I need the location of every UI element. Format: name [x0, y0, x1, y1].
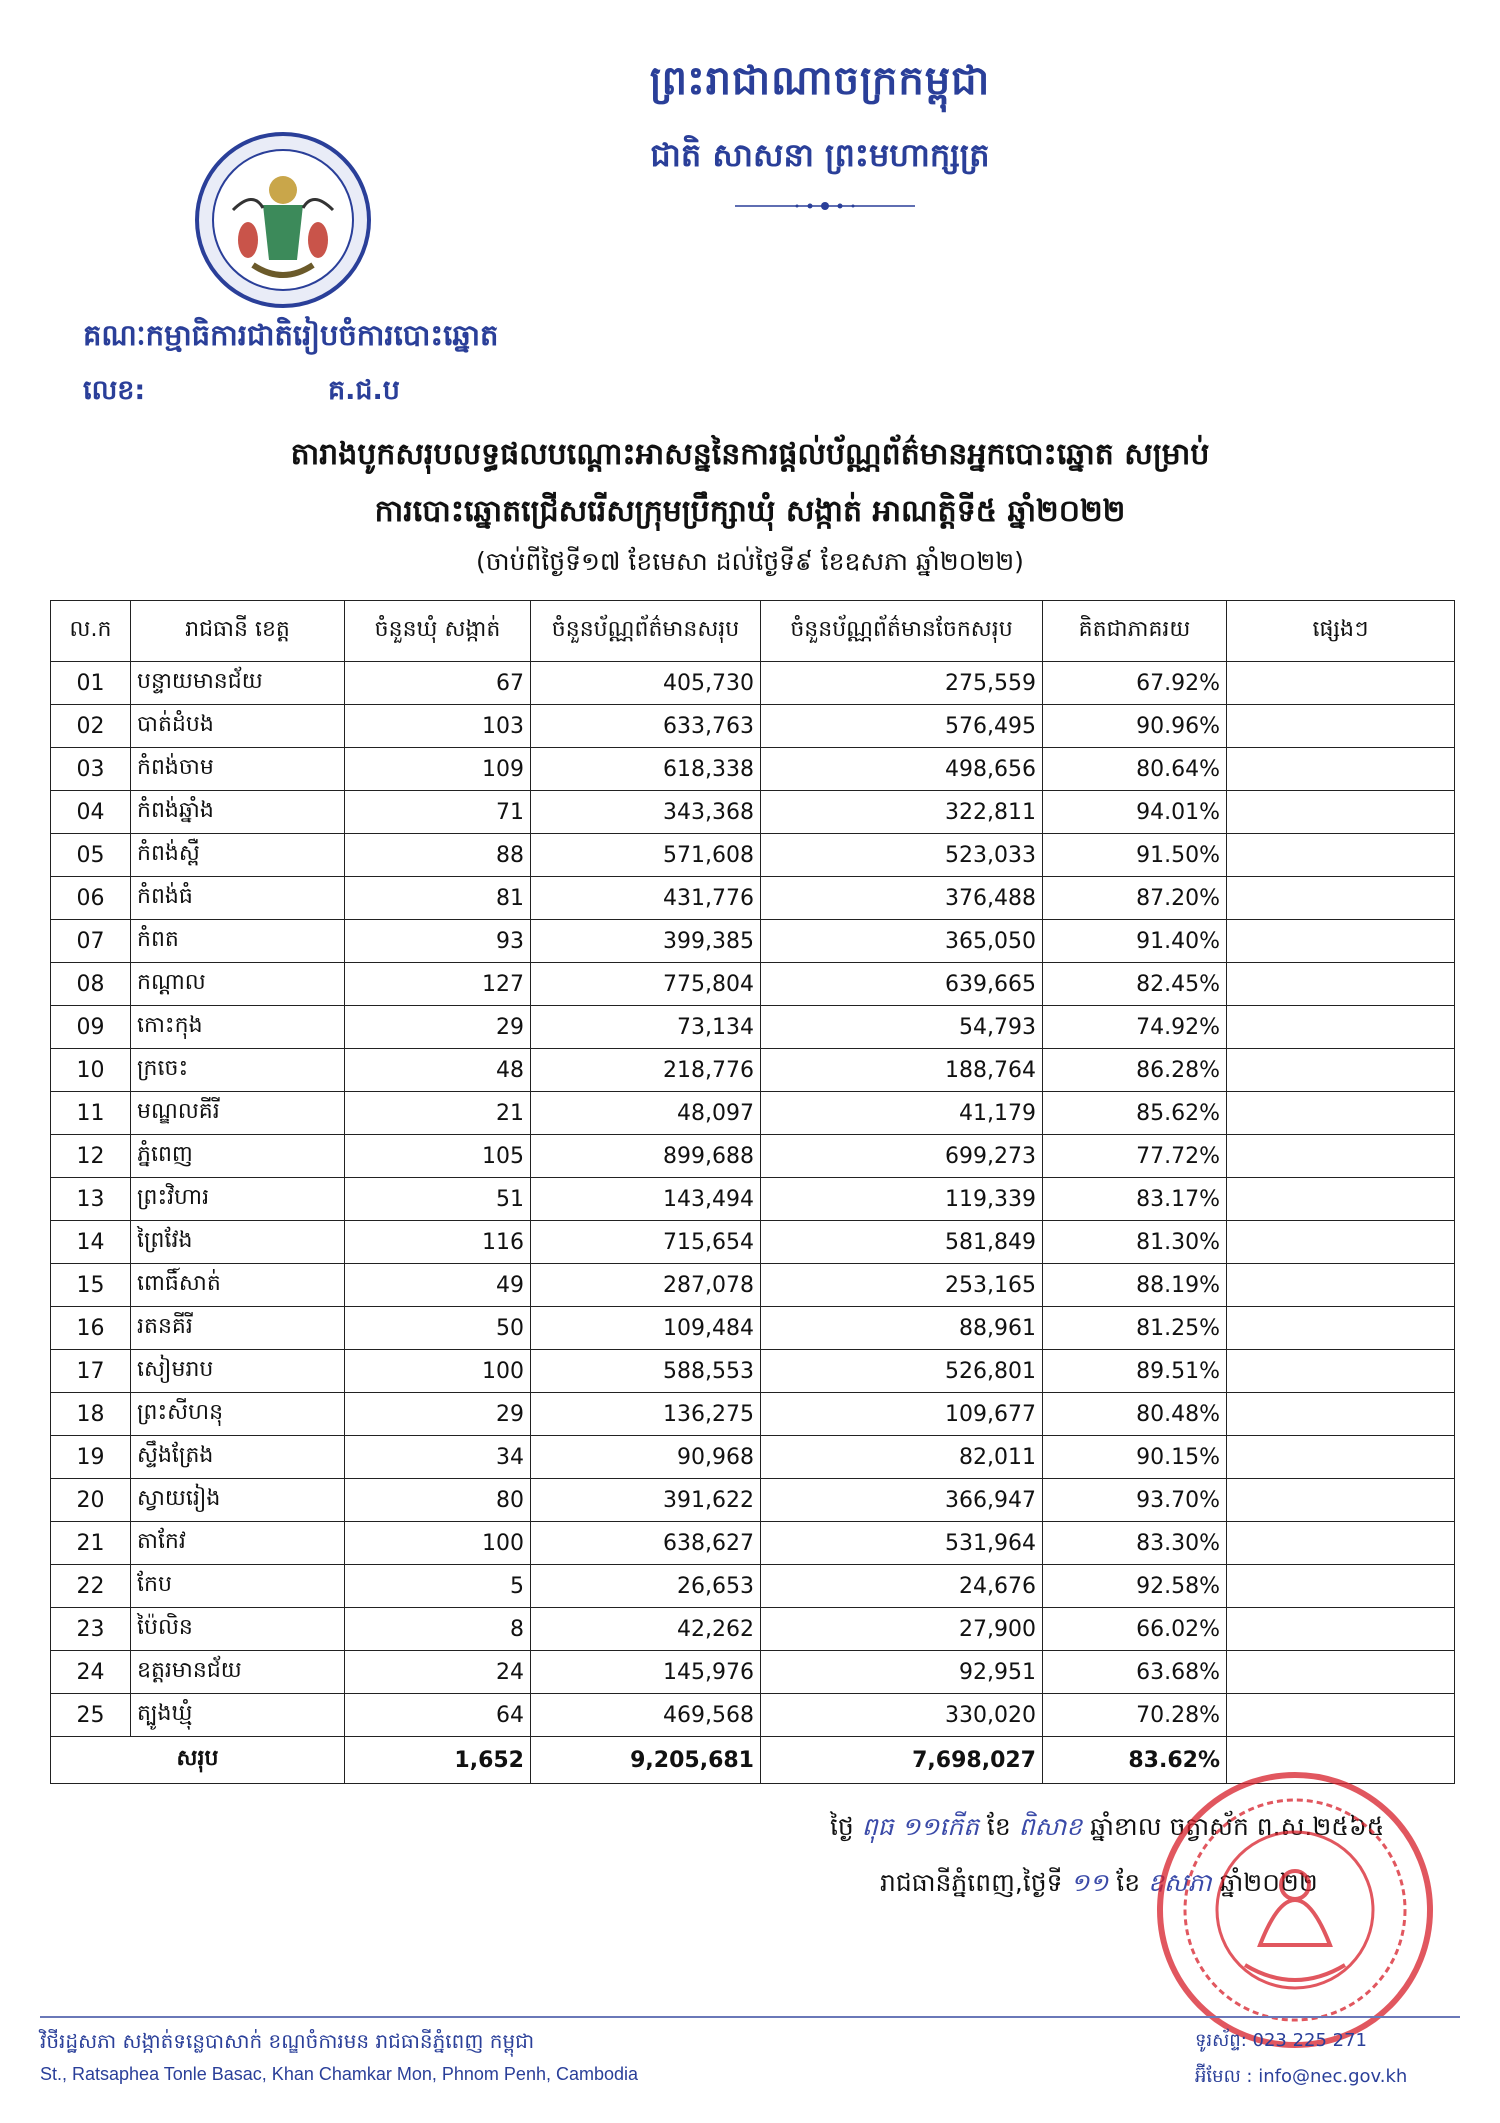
cell-communes: 103	[345, 705, 531, 748]
cell-total-cards: 588,553	[531, 1350, 761, 1393]
cell-no: 10	[51, 1049, 131, 1092]
report-period: (ចាប់ពីថ្ងៃទី១៧ ខែមេសា ដល់ថ្ងៃទី៩ ខែឧសភា ឆ្នាំ២០២២)	[476, 547, 1024, 576]
cell-distributed-cards: 576,495	[761, 705, 1043, 748]
cell-other	[1227, 834, 1455, 877]
cell-province: រតនគីរី	[131, 1307, 345, 1350]
solar-month: ឧសភា	[1148, 1868, 1212, 1897]
cell-percent: 91.40%	[1043, 920, 1227, 963]
table-row	[51, 1264, 1455, 1307]
cell-total-cards: 618,338	[531, 748, 761, 791]
col-header-no: ល.ក	[51, 601, 131, 662]
cell-communes: 29	[345, 1393, 531, 1436]
cell-communes: 49	[345, 1264, 531, 1307]
cell-total-cards: 431,776	[531, 877, 761, 920]
cell-other	[1227, 1436, 1455, 1479]
table-row	[51, 1479, 1455, 1522]
cell-percent: 63.68%	[1043, 1651, 1227, 1694]
cell-distributed-cards: 330,020	[761, 1694, 1043, 1737]
cell-total-cards: 899,688	[531, 1135, 761, 1178]
cell-other	[1227, 877, 1455, 920]
table-row	[51, 877, 1455, 920]
cell-distributed-cards: 92,951	[761, 1651, 1043, 1694]
table-row	[51, 1350, 1455, 1393]
lunar-month-label: ខែ	[986, 1812, 1011, 1841]
table-row	[51, 791, 1455, 834]
cell-no: 14	[51, 1221, 131, 1264]
cell-no: 22	[51, 1565, 131, 1608]
cell-percent: 81.25%	[1043, 1307, 1227, 1350]
table-row	[51, 705, 1455, 748]
cell-province: ឧត្ដរមានជ័យ	[131, 1651, 345, 1694]
cell-total-cards: 405,730	[531, 662, 761, 705]
cell-communes: 71	[345, 791, 531, 834]
cell-province: កណ្ដាល	[131, 963, 345, 1006]
cell-total-cards: 145,976	[531, 1651, 761, 1694]
summary-table-wrapper	[50, 600, 1455, 1784]
cell-no: 19	[51, 1436, 131, 1479]
cell-communes: 105	[345, 1135, 531, 1178]
cell-distributed-cards: 365,050	[761, 920, 1043, 963]
cell-total-cards: 143,494	[531, 1178, 761, 1221]
cell-other	[1227, 1651, 1455, 1694]
cell-total-cards: 42,262	[531, 1608, 761, 1651]
col-header-distributed-cards: ចំនួនប័ណ្ណព័ត៌មានចែកសរុប	[761, 601, 1043, 662]
cell-other	[1227, 1006, 1455, 1049]
table-row	[51, 662, 1455, 705]
table-row	[51, 920, 1455, 963]
cell-other	[1227, 1135, 1455, 1178]
cell-total-cards: 571,608	[531, 834, 761, 877]
cell-total-cards: 90,968	[531, 1436, 761, 1479]
cell-province: ភ្នំពេញ	[131, 1135, 345, 1178]
cell-communes: 116	[345, 1221, 531, 1264]
cell-total-cards: 73,134	[531, 1006, 761, 1049]
reference-label: លេខ:	[83, 375, 146, 406]
cell-distributed-cards: 376,488	[761, 877, 1043, 920]
cell-percent: 81.30%	[1043, 1221, 1227, 1264]
cell-distributed-cards: 366,947	[761, 1479, 1043, 1522]
cell-other	[1227, 1264, 1455, 1307]
cell-total-cards: 391,622	[531, 1479, 761, 1522]
summary-table	[50, 600, 1455, 1784]
cell-province: តាកែវ	[131, 1522, 345, 1565]
cell-communes: 67	[345, 662, 531, 705]
cell-province: បាត់ដំបង	[131, 705, 345, 748]
cell-total-cards: 48,097	[531, 1092, 761, 1135]
cell-other	[1227, 1694, 1455, 1737]
cell-communes: 64	[345, 1694, 531, 1737]
reference-value: គ.ជ.ប	[328, 375, 400, 406]
cell-province: បន្ទាយមានជ័យ	[131, 662, 345, 705]
cell-distributed-cards: 253,165	[761, 1264, 1043, 1307]
cell-percent: 93.70%	[1043, 1479, 1227, 1522]
cell-province: ព្រៃវែង	[131, 1221, 345, 1264]
cell-communes: 81	[345, 877, 531, 920]
cell-communes: 50	[345, 1307, 531, 1350]
cell-province: ប៉ៃលិន	[131, 1608, 345, 1651]
col-header-communes: ចំនួនឃុំ សង្កាត់	[345, 601, 531, 662]
table-row	[51, 1694, 1455, 1737]
cell-distributed-cards: 54,793	[761, 1006, 1043, 1049]
table-row	[51, 963, 1455, 1006]
cell-communes: 29	[345, 1006, 531, 1049]
cell-percent: 80.64%	[1043, 748, 1227, 791]
col-header-province: រាជធានី ខេត្ត	[131, 601, 345, 662]
cell-no: 09	[51, 1006, 131, 1049]
solar-year: ឆ្នាំ២០២២	[1219, 1868, 1318, 1897]
cell-other	[1227, 920, 1455, 963]
cell-percent: 94.01%	[1043, 791, 1227, 834]
cell-percent: 88.19%	[1043, 1264, 1227, 1307]
cell-other	[1227, 1221, 1455, 1264]
cell-percent: 74.92%	[1043, 1006, 1227, 1049]
cell-distributed-cards: 188,764	[761, 1049, 1043, 1092]
table-row	[51, 1221, 1455, 1264]
cell-province: ស្ទឹងត្រែង	[131, 1436, 345, 1479]
total-communes: 1,652	[345, 1737, 531, 1784]
cell-communes: 93	[345, 920, 531, 963]
cell-communes: 127	[345, 963, 531, 1006]
cell-no: 12	[51, 1135, 131, 1178]
cell-other	[1227, 1049, 1455, 1092]
cell-total-cards: 109,484	[531, 1307, 761, 1350]
table-row	[51, 1608, 1455, 1651]
cell-communes: 109	[345, 748, 531, 791]
col-header-total-cards: ចំនួនប័ណ្ណព័ត៌មានសរុប	[531, 601, 761, 662]
cell-distributed-cards: 88,961	[761, 1307, 1043, 1350]
cell-distributed-cards: 523,033	[761, 834, 1043, 877]
cell-province: កំពង់ឆ្នាំង	[131, 791, 345, 834]
cell-other	[1227, 662, 1455, 705]
cell-no: 23	[51, 1608, 131, 1651]
cell-distributed-cards: 41,179	[761, 1092, 1043, 1135]
cell-no: 16	[51, 1307, 131, 1350]
organization-name: គណៈកម្មាធិការជាតិរៀបចំការបោះឆ្នោត	[83, 318, 499, 352]
total-cards: 9,205,681	[531, 1737, 761, 1784]
official-seal-icon	[1150, 1765, 1440, 2055]
cell-province: ស្វាយរៀង	[131, 1479, 345, 1522]
lunar-day: ពុធ ១១កើត	[861, 1812, 979, 1841]
cell-other	[1227, 1565, 1455, 1608]
cell-province: កែប	[131, 1565, 345, 1608]
cell-communes: 100	[345, 1350, 531, 1393]
cell-distributed-cards: 322,811	[761, 791, 1043, 834]
divider-ornament-icon	[735, 198, 915, 214]
nec-emblem-icon	[193, 130, 373, 310]
cell-percent: 66.02%	[1043, 1608, 1227, 1651]
col-header-percent: គិតជាភាគរយ	[1043, 601, 1227, 662]
lunar-month: ពិសាខ	[1018, 1812, 1083, 1841]
table-row	[51, 1651, 1455, 1694]
cell-percent: 70.28%	[1043, 1694, 1227, 1737]
table-row	[51, 1049, 1455, 1092]
cell-no: 15	[51, 1264, 131, 1307]
cell-communes: 100	[345, 1522, 531, 1565]
cell-communes: 8	[345, 1608, 531, 1651]
cell-no: 07	[51, 920, 131, 963]
cell-distributed-cards: 275,559	[761, 662, 1043, 705]
cell-province: ពោធិ៍សាត់	[131, 1264, 345, 1307]
cell-province: ព្រះសីហនុ	[131, 1393, 345, 1436]
table-row	[51, 1006, 1455, 1049]
cell-total-cards: 343,368	[531, 791, 761, 834]
table-row	[51, 1135, 1455, 1178]
cell-percent: 85.62%	[1043, 1092, 1227, 1135]
cell-other	[1227, 963, 1455, 1006]
cell-total-cards: 775,804	[531, 963, 761, 1006]
cell-distributed-cards: 24,676	[761, 1565, 1043, 1608]
cell-total-cards: 136,275	[531, 1393, 761, 1436]
document-title-line1: តារាងបូកសរុបលទ្ធផលបណ្ដោះអាសន្ននៃការផ្ដល់ប័ណ្ណព័ត៌មានអ្នកបោះឆ្នោត សម្រាប់	[290, 437, 1210, 472]
table-row	[51, 1393, 1455, 1436]
cell-other	[1227, 748, 1455, 791]
cell-province: ព្រះវិហារ	[131, 1178, 345, 1221]
cell-distributed-cards: 699,273	[761, 1135, 1043, 1178]
cell-communes: 48	[345, 1049, 531, 1092]
footer-address-english: St., Ratsaphea Tonle Basac, Khan Chamkar Mon, Phnom Penh, Cambodia	[40, 2064, 639, 2084]
cell-distributed-cards: 27,900	[761, 1608, 1043, 1651]
cell-total-cards: 469,568	[531, 1694, 761, 1737]
cell-no: 25	[51, 1694, 131, 1737]
cell-total-cards: 638,627	[531, 1522, 761, 1565]
cell-communes: 5	[345, 1565, 531, 1608]
cell-other	[1227, 705, 1455, 748]
cell-communes: 24	[345, 1651, 531, 1694]
lunar-prefix: ថ្ងៃ	[830, 1812, 854, 1841]
total-percent: 83.62%	[1043, 1737, 1227, 1784]
cell-no: 24	[51, 1651, 131, 1694]
cell-communes: 51	[345, 1178, 531, 1221]
cell-province: កំពង់ធំ	[131, 877, 345, 920]
cell-province: ក្រចេះ	[131, 1049, 345, 1092]
cell-no: 11	[51, 1092, 131, 1135]
cell-other	[1227, 1522, 1455, 1565]
cell-province: កំពត	[131, 920, 345, 963]
table-row	[51, 1307, 1455, 1350]
cell-total-cards: 633,763	[531, 705, 761, 748]
cell-other	[1227, 1178, 1455, 1221]
table-row	[51, 1522, 1455, 1565]
national-motto: ជាតិ សាសនា ព្រះមហាក្សត្រ	[650, 136, 990, 174]
cell-total-cards: 218,776	[531, 1049, 761, 1092]
footer-email: អ៊ីមែល : info@nec.gov.kh	[1195, 2066, 1408, 2087]
cell-distributed-cards: 82,011	[761, 1436, 1043, 1479]
footer-phone: ទូរស័ព្ទ: 023 225 271	[1195, 2030, 1368, 2051]
cell-communes: 34	[345, 1436, 531, 1479]
table-row	[51, 748, 1455, 791]
total-label: សរុប	[51, 1737, 345, 1784]
cell-communes: 80	[345, 1479, 531, 1522]
cell-percent: 90.15%	[1043, 1436, 1227, 1479]
col-header-other: ផ្សេងៗ	[1227, 601, 1455, 662]
solar-prefix: រាជធានីភ្នំពេញ,ថ្ងៃទី	[880, 1868, 1063, 1897]
cell-distributed-cards: 526,801	[761, 1350, 1043, 1393]
cell-distributed-cards: 119,339	[761, 1178, 1043, 1221]
table-row	[51, 1178, 1455, 1221]
cell-communes: 21	[345, 1092, 531, 1135]
cell-province: សៀមរាប	[131, 1350, 345, 1393]
cell-other	[1227, 1393, 1455, 1436]
cell-total-cards: 715,654	[531, 1221, 761, 1264]
cell-no: 21	[51, 1522, 131, 1565]
cell-no: 05	[51, 834, 131, 877]
cell-percent: 90.96%	[1043, 705, 1227, 748]
cell-no: 08	[51, 963, 131, 1006]
cell-percent: 86.28%	[1043, 1049, 1227, 1092]
cell-percent: 89.51%	[1043, 1350, 1227, 1393]
cell-percent: 91.50%	[1043, 834, 1227, 877]
cell-distributed-cards: 639,665	[761, 963, 1043, 1006]
cell-province: កំពង់ស្ពឺ	[131, 834, 345, 877]
cell-distributed-cards: 498,656	[761, 748, 1043, 791]
cell-no: 02	[51, 705, 131, 748]
cell-no: 20	[51, 1479, 131, 1522]
cell-other	[1227, 1608, 1455, 1651]
cell-no: 13	[51, 1178, 131, 1221]
solar-day: ១១	[1070, 1868, 1109, 1897]
table-row	[51, 834, 1455, 877]
table-header-row	[51, 601, 1455, 662]
kingdom-title: ព្រះរាជាណាចក្រកម្ពុជា	[649, 58, 991, 104]
cell-percent: 87.20%	[1043, 877, 1227, 920]
footer-divider	[40, 2016, 1460, 2018]
cell-percent: 80.48%	[1043, 1393, 1227, 1436]
cell-no: 06	[51, 877, 131, 920]
lunar-rest: ឆ្នាំខាល ចត្វាស័ក ព.ស.២៥៦៥	[1090, 1812, 1385, 1841]
table-row	[51, 1436, 1455, 1479]
cell-percent: 77.72%	[1043, 1135, 1227, 1178]
cell-no: 01	[51, 662, 131, 705]
cell-percent: 67.92%	[1043, 662, 1227, 705]
cell-other	[1227, 1307, 1455, 1350]
cell-no: 18	[51, 1393, 131, 1436]
cell-total-cards: 26,653	[531, 1565, 761, 1608]
cell-percent: 83.17%	[1043, 1178, 1227, 1221]
cell-percent: 82.45%	[1043, 963, 1227, 1006]
table-row	[51, 1092, 1455, 1135]
cell-communes: 88	[345, 834, 531, 877]
document-title-line2: ការបោះឆ្នោតជ្រើសរើសក្រុមប្រឹក្សាឃុំ សង្កាត់ អាណត្តិទី៥ ឆ្នាំ២០២២	[374, 494, 1126, 529]
cell-province: កោះកុង	[131, 1006, 345, 1049]
cell-total-cards: 399,385	[531, 920, 761, 963]
solar-month-label: ខែ	[1116, 1868, 1141, 1897]
total-distributed: 7,698,027	[761, 1737, 1043, 1784]
cell-province: កំពង់ចាម	[131, 748, 345, 791]
cell-other	[1227, 1092, 1455, 1135]
cell-total-cards: 287,078	[531, 1264, 761, 1307]
table-row	[51, 1565, 1455, 1608]
cell-other	[1227, 1479, 1455, 1522]
cell-no: 03	[51, 748, 131, 791]
cell-percent: 92.58%	[1043, 1565, 1227, 1608]
cell-no: 04	[51, 791, 131, 834]
cell-province: មណ្ឌលគីរី	[131, 1092, 345, 1135]
cell-distributed-cards: 109,677	[761, 1393, 1043, 1436]
cell-other	[1227, 791, 1455, 834]
footer-address-khmer: វិថីរដ្ឋសភា សង្កាត់ទន្លេបាសាក់ ខណ្ឌចំការមន រាជធានីភ្នំពេញ កម្ពុជា	[40, 2029, 535, 2053]
cell-distributed-cards: 531,964	[761, 1522, 1043, 1565]
cell-other	[1227, 1350, 1455, 1393]
cell-province: ត្បូងឃ្មុំ	[131, 1694, 345, 1737]
cell-distributed-cards: 581,849	[761, 1221, 1043, 1264]
cell-no: 17	[51, 1350, 131, 1393]
cell-percent: 83.30%	[1043, 1522, 1227, 1565]
